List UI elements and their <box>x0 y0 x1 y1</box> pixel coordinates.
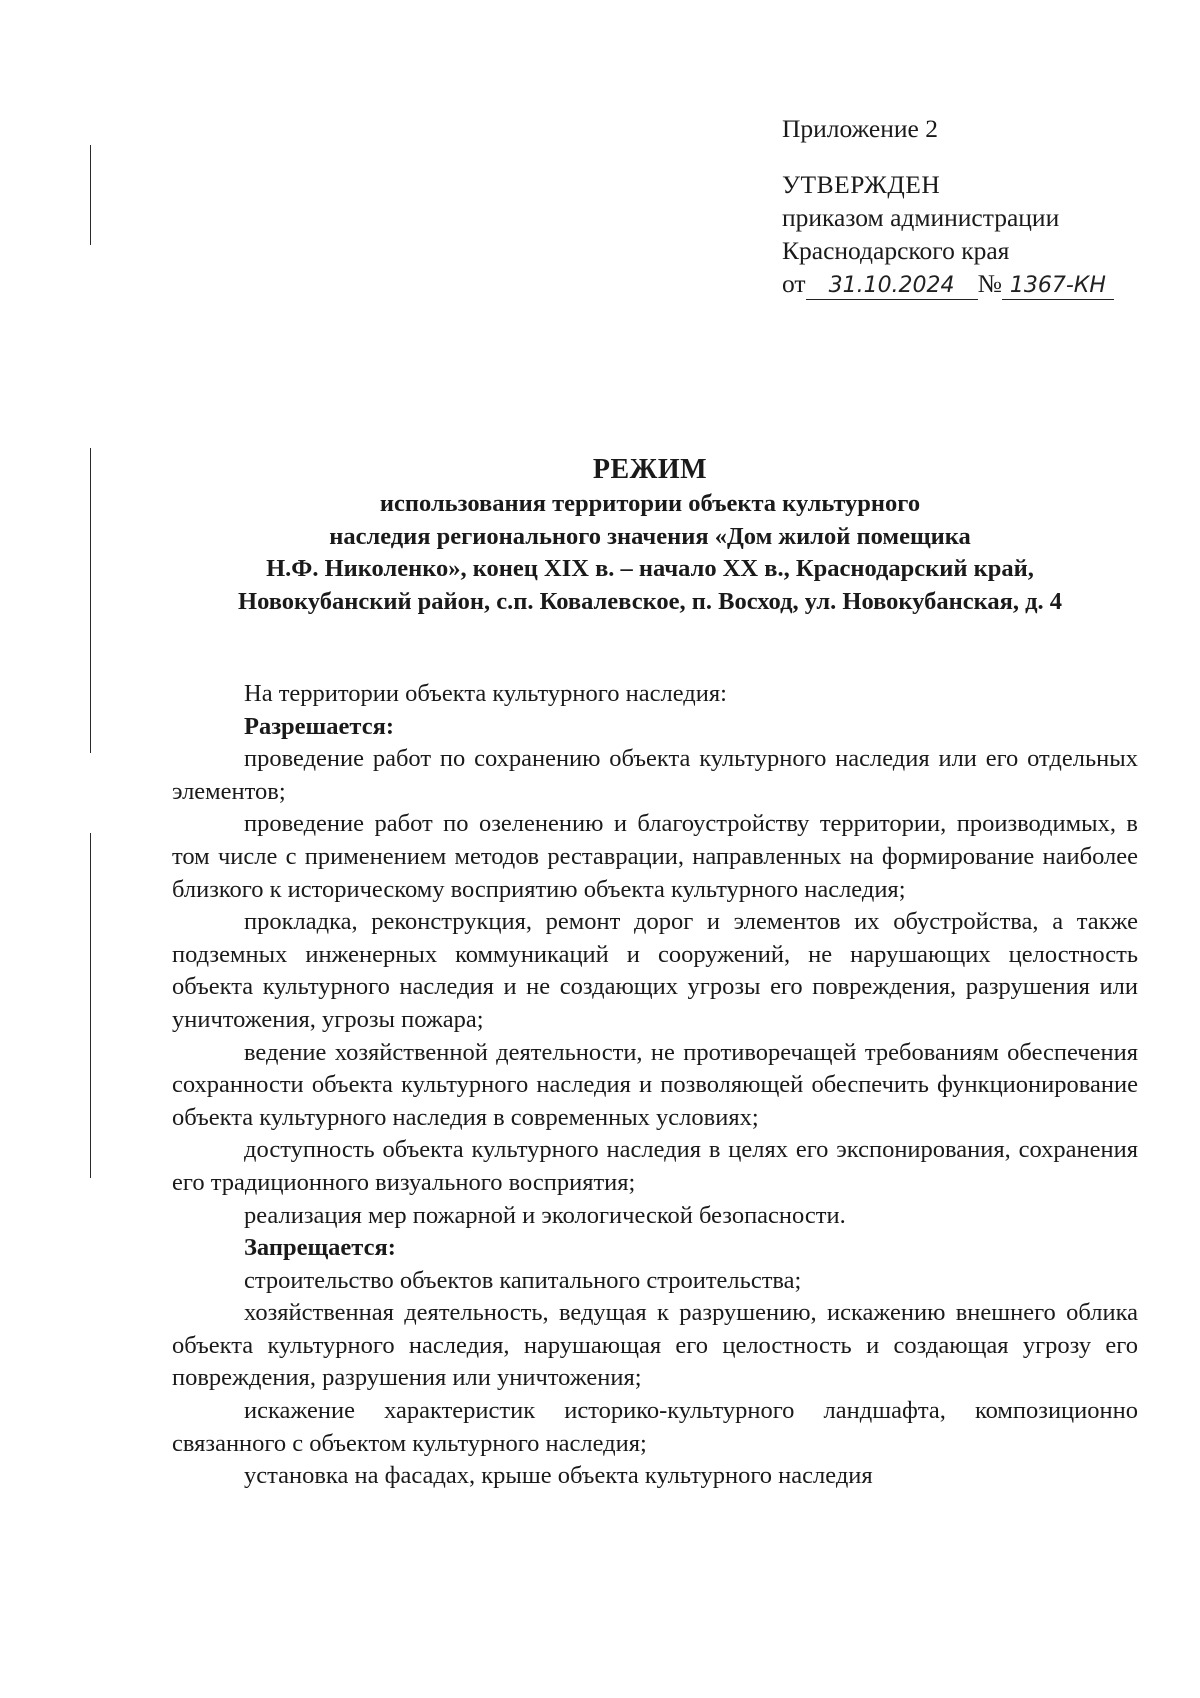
forbidden-item: строительство объектов капитального строительства; <box>244 1266 802 1294</box>
document-title-block <box>150 452 1150 618</box>
number-sign: № <box>977 269 1002 298</box>
document-body <box>172 678 1138 1493</box>
allowed-item: проведение работ по озеленению и благоустройству территории, производимых, в том числе с применением методов реставрации, направленных на формирование наиболее близкого к историческому восприятию объекта культурного наследия; <box>172 810 1138 903</box>
intro-paragraph: На территории объекта культурного наследия: <box>244 680 727 707</box>
from-prefix: от <box>782 269 806 298</box>
approved-by-line-1: приказом администрации <box>782 203 1060 232</box>
handwritten-date: 31.10.2024 <box>806 273 978 300</box>
appendix-label: Приложение 2 <box>782 114 938 143</box>
subtitle-line: Новокубанский район, с.п. Ковалевское, п. Восход, ул. Новокубанская, д. 4 <box>238 587 1062 615</box>
approved-by-line-2: Краснодарского края <box>782 236 1010 265</box>
subtitle-line: Н.Ф. Николенко», конец XIX в. – начало XX в., Краснодарский край, <box>266 555 1034 582</box>
scan-margin-line-bottom <box>90 833 91 1178</box>
forbidden-heading: Запрещается: <box>244 1234 396 1262</box>
document-title: РЕЖИМ <box>592 454 708 485</box>
allowed-item: реализация мер пожарной и экологической безопасности. <box>244 1201 846 1229</box>
scan-margin-line-top <box>90 145 91 245</box>
allowed-item: доступность объекта культурного наследия в целях его экспонирования, сохранения его традиционного визуального восприятия; <box>172 1136 1138 1196</box>
handwritten-number: 1367-КН <box>1002 273 1114 300</box>
subtitle-line: наследия регионального значения «Дом жилой помещика <box>329 522 971 550</box>
allowed-item: прокладка, реконструкция, ремонт дорог и элементов их обустройства, а также подземных инженерных коммуникаций и сооружений, не нарушающих целостность объекта культурного наследия и не создающих угрозы его повреждения, разрушения или уничтожения, угрозы пожара; <box>172 908 1138 1033</box>
forbidden-item: установка на фасадах, крыше объекта культурного наследия <box>244 1462 873 1490</box>
allowed-item: проведение работ по сохранению объекта культурного наследия или его отдельных элементов; <box>172 745 1138 805</box>
allowed-heading: Разрешается: <box>244 712 394 740</box>
forbidden-item: хозяйственная деятельность, ведущая к разрушению, искажению внешнего облика объекта культурного наследия, нарушающая его целостность и создающая угрозу его повреждения, разрушения или уничтожения; <box>172 1299 1138 1392</box>
order-date-number <box>782 267 1114 300</box>
subtitle-line: использования территории объекта культурного <box>379 490 921 517</box>
approval-block <box>782 112 1114 300</box>
scan-margin-line-middle <box>90 448 91 753</box>
forbidden-item: искажение характеристик историко-культурного ландшафта, композиционно связанного с объектом культурного наследия; <box>172 1397 1138 1457</box>
allowed-item: ведение хозяйственной деятельности, не противоречащей требованиям обеспечения сохранности объекта культурного наследия и позволяющей обеспечить функционирование объекта культурного наследия в современных условиях; <box>172 1038 1138 1131</box>
approved-label: УТВЕРЖДЕН <box>782 170 941 199</box>
document-subtitle <box>150 488 1150 618</box>
